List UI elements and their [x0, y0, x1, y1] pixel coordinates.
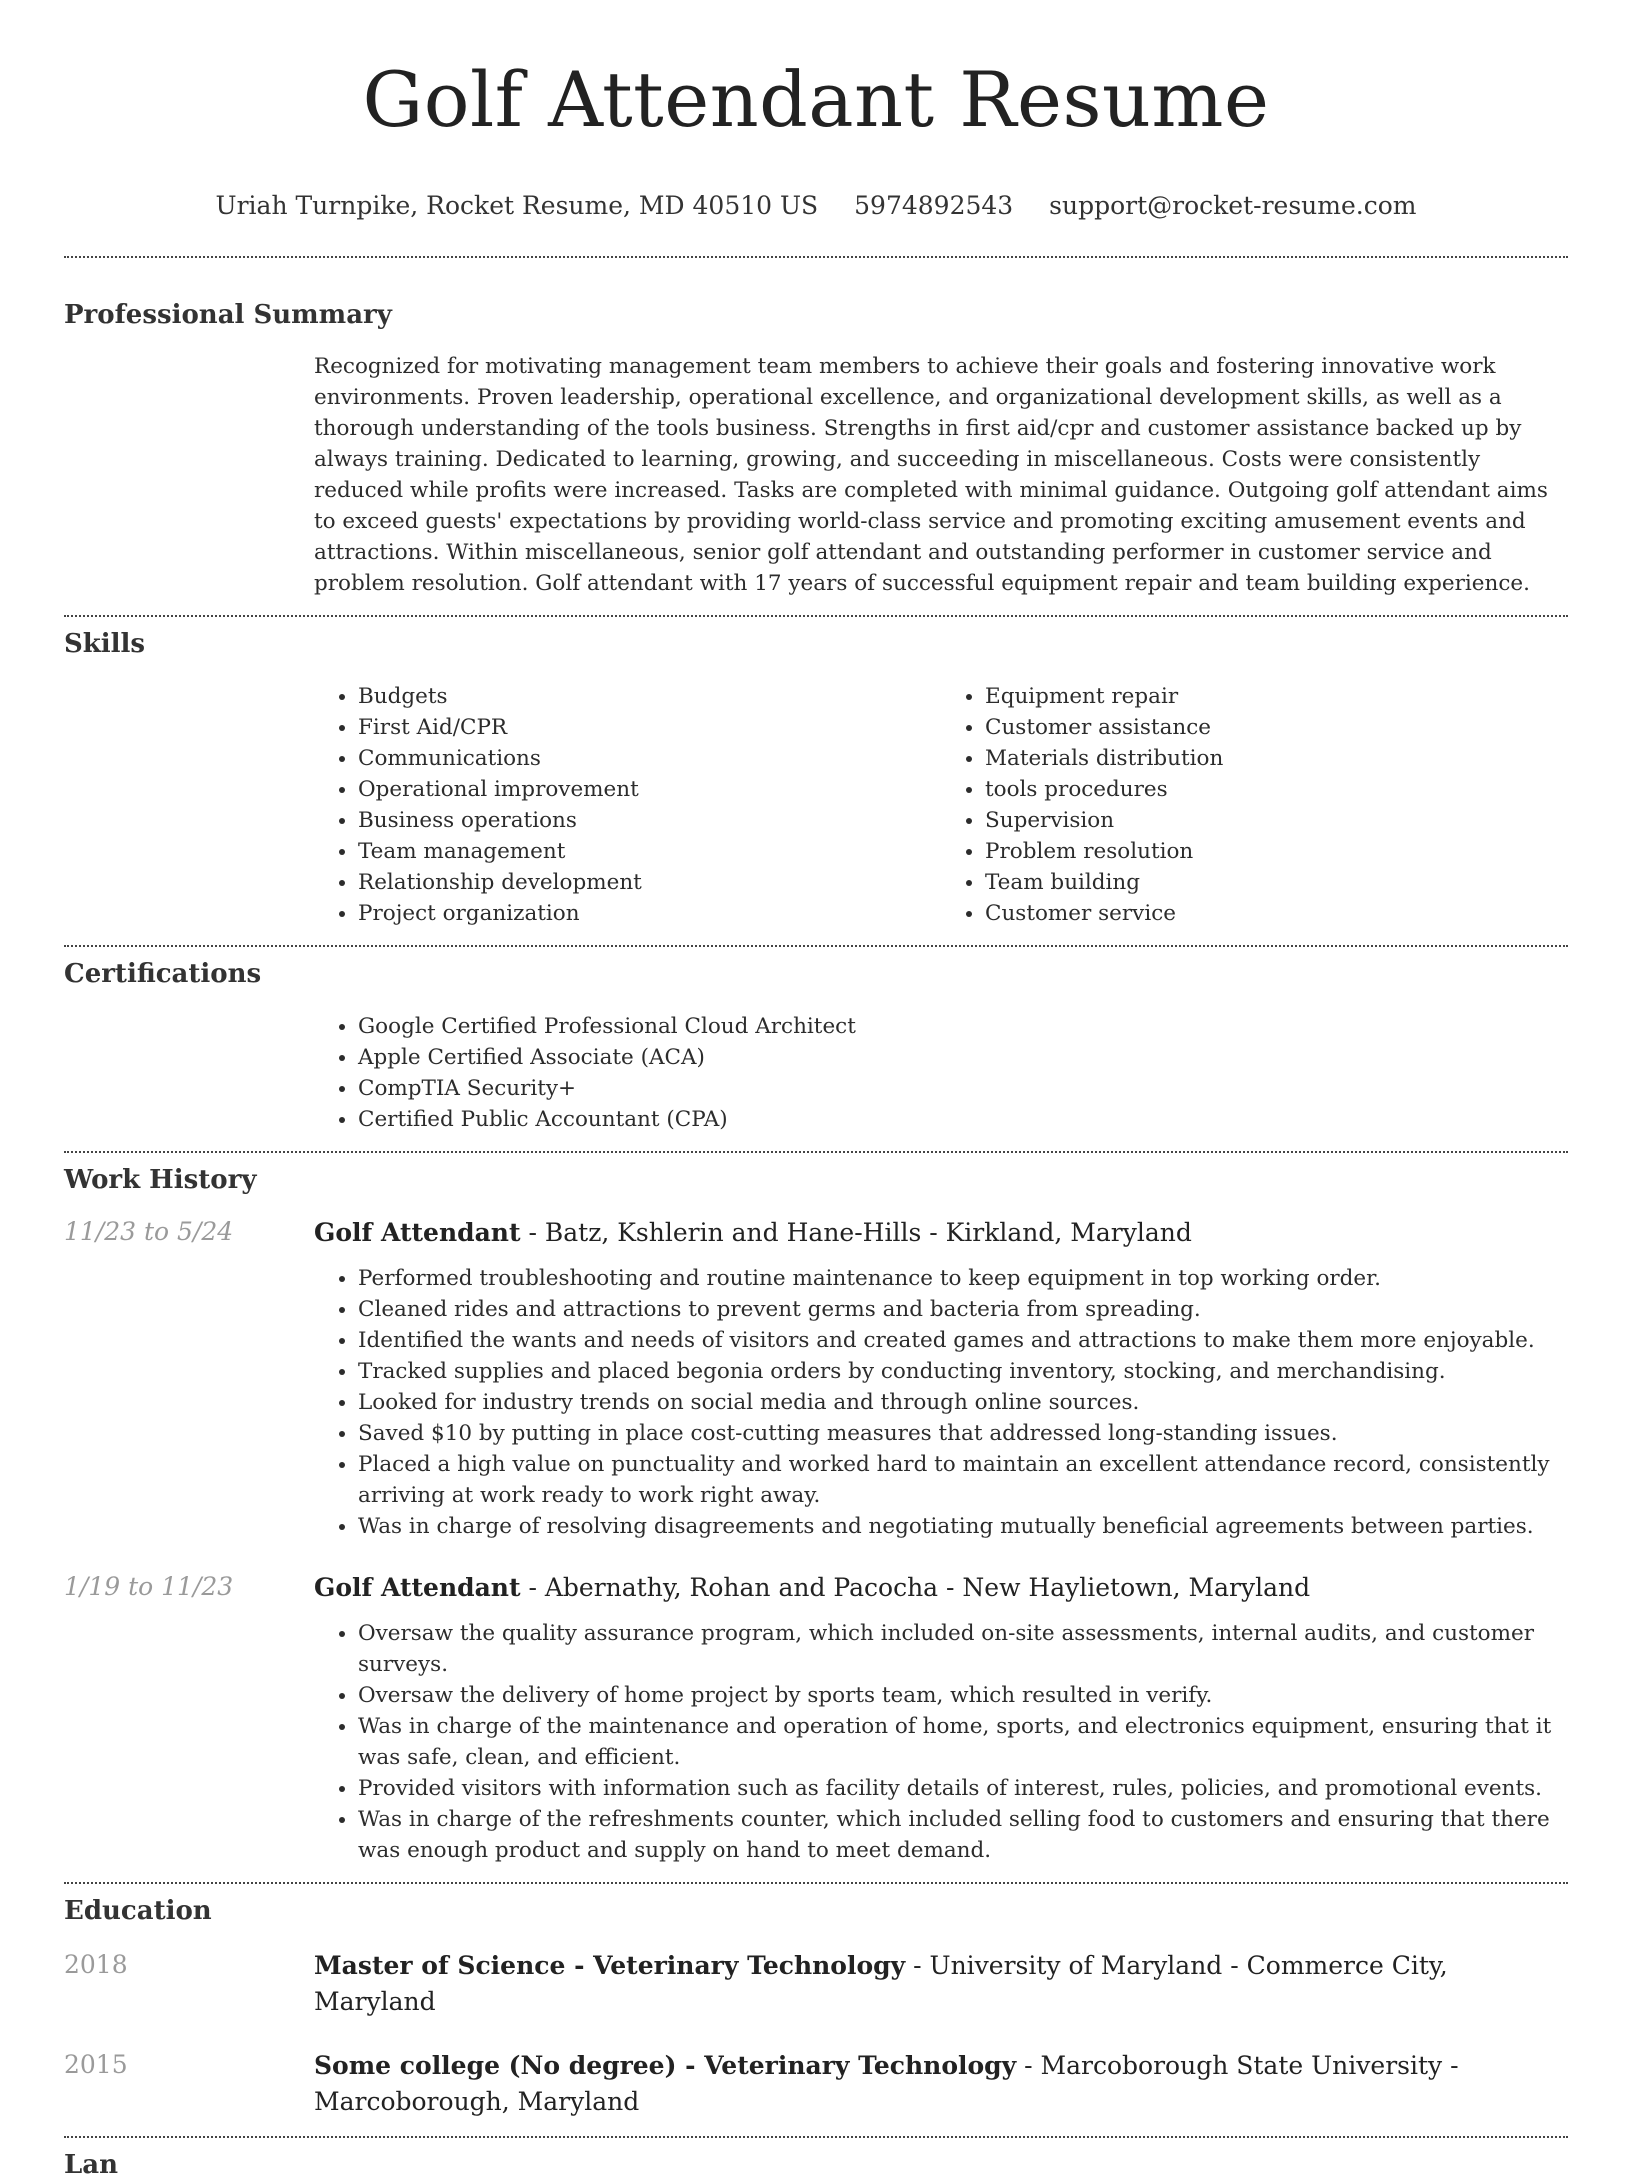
education-degree: Some college (No degree) - Veterinary Technology — [314, 2051, 1017, 2080]
job-title-line — [314, 1570, 1568, 1606]
section-divider — [64, 256, 1568, 258]
certification-item: • CompTIA Security+ — [358, 1073, 1568, 1104]
job-bullet: • Was in charge of the maintenance and operation of home, sports, and electronics equipment, ensuring that it was safe, clean, and efficient. — [358, 1711, 1568, 1773]
summary-heading: Professional Summary — [64, 300, 392, 330]
skill-item: • Supervision — [985, 805, 1568, 836]
skill-item: • Operational improvement — [358, 774, 941, 805]
job-bullet: • Saved $10 by putting in place cost-cutting measures that addressed long-standing issues. — [358, 1418, 1568, 1449]
skill-item: • Customer assistance — [985, 712, 1568, 743]
certifications-section — [314, 1011, 1568, 1135]
contact-phone: 5974892543 — [854, 191, 1014, 220]
summary-section — [314, 351, 1568, 599]
skills-heading: Skills — [64, 629, 146, 659]
skill-item: • Team building — [985, 867, 1568, 898]
job-employer: - Abernathy, Rohan and Pacocha - New Haylietown, Maryland — [520, 1573, 1311, 1602]
section-divider — [64, 1151, 1568, 1153]
section-divider — [64, 1882, 1568, 1884]
contact-line — [64, 190, 1568, 222]
section-divider — [64, 2136, 1568, 2138]
education-school: - University of Maryland - Commerce City, Maryland — [314, 1951, 1448, 2016]
job-bullet: • Provided visitors with information such as facility details of interest, rules, policies, and promotional events. — [358, 1773, 1568, 1804]
job-entry — [64, 1570, 1568, 1866]
job-role: Golf Attendant — [314, 1218, 521, 1247]
education-degree: Master of Science - Veterinary Technology — [314, 1951, 906, 1980]
education-details — [314, 2048, 1568, 2120]
skills-section — [314, 681, 1568, 929]
skill-item: • Communications — [358, 743, 941, 774]
skill-item: • Budgets — [358, 681, 941, 712]
job-entry — [64, 1215, 1568, 1542]
job-bullet: • Identified the wants and needs of visitors and created games and attractions to make them more enjoyable. — [358, 1325, 1568, 1356]
job-bullet: • Looked for industry trends on social media and through online sources. — [358, 1387, 1568, 1418]
skills-list-left — [314, 681, 941, 929]
section-divider — [64, 945, 1568, 947]
job-employer: - Batz, Kshlerin and Hane-Hills - Kirkland, Maryland — [520, 1218, 1192, 1247]
job-role: Golf Attendant — [314, 1573, 521, 1602]
job-dates: 11/23 to 5/24 — [64, 1217, 234, 1246]
contact-address: Uriah Turnpike, Rocket Resume, MD 40510 US — [215, 191, 819, 220]
job-bullet: • Tracked supplies and placed begonia orders by conducting inventory, stocking, and merchandising. — [358, 1356, 1568, 1387]
contact-email: support@rocket-resume.com — [1049, 191, 1417, 220]
job-bullet: • Cleaned rides and attractions to prevent germs and bacteria from spreading. — [358, 1294, 1568, 1325]
skill-item: • First Aid/CPR — [358, 712, 941, 743]
skill-item: • Materials distribution — [985, 743, 1568, 774]
job-bullet: • Placed a high value on punctuality and worked hard to maintain an excellent attendance record, consistently arriving at work ready to work right away. — [358, 1449, 1568, 1511]
certification-item: • Certified Public Accountant (CPA) — [358, 1104, 1568, 1135]
skill-item: • Team management — [358, 836, 941, 867]
certifications-heading: Certifications — [64, 959, 262, 989]
job-details — [314, 1215, 1568, 1542]
job-bullet: • Was in charge of resolving disagreements and negotiating mutually beneficial agreements between parties. — [358, 1511, 1568, 1542]
education-entry — [64, 2048, 1568, 2120]
languages-heading-partial: Lan — [64, 2150, 119, 2180]
education-year: 2018 — [64, 1950, 128, 1979]
summary-text: Recognized for motivating management team members to achieve their goals and fostering innovative work environments. Proven leadership, operational excellence, and organizational development skills, as well as a thorough understanding of the tools business. Strengths in first aid/cpr and customer assistance backed up by always training. Dedicated to learning, growing, and succeeding in miscellaneous. Costs were consistently reduced while profits were increased. Tasks are completed with minimal guidance. Outgoing golf attendant aims to exceed guests' expectations by providing world-class service and promoting exciting amusement events and attractions. Within miscellaneous, senior golf attendant and outstanding performer in customer service and problem resolution. Golf attendant with 17 years of successful equipment repair and team building experience. — [314, 354, 1548, 596]
job-title-line — [314, 1215, 1568, 1251]
education-heading: Education — [64, 1896, 212, 1926]
job-bullet: • Oversaw the delivery of home project by sports team, which resulted in verify. — [358, 1680, 1568, 1711]
job-bullet: • Oversaw the quality assurance program, which included on-site assessments, internal audits, and customer surveys. — [358, 1618, 1568, 1680]
job-bullets — [314, 1618, 1568, 1866]
work-history-heading: Work History — [64, 1165, 257, 1195]
skills-list-right — [941, 681, 1568, 929]
job-bullet: • Was in charge of the refreshments counter, which included selling food to customers and ensuring that there was enough product and supply on hand to meet demand. — [358, 1804, 1568, 1866]
job-dates: 1/19 to 11/23 — [64, 1572, 234, 1601]
education-details — [314, 1948, 1568, 2020]
skill-item: • Business operations — [358, 805, 941, 836]
certifications-list — [314, 1011, 1568, 1135]
section-divider — [64, 615, 1568, 617]
skill-item: • tools procedures — [985, 774, 1568, 805]
skill-item: • Customer service — [985, 898, 1568, 929]
certification-item: • Apple Certified Associate (ACA) — [358, 1042, 1568, 1073]
certification-item: • Google Certified Professional Cloud Architect — [358, 1011, 1568, 1042]
job-bullets — [314, 1263, 1568, 1542]
skill-item: • Equipment repair — [985, 681, 1568, 712]
skill-item: • Project organization — [358, 898, 941, 929]
job-details — [314, 1570, 1568, 1866]
education-entry — [64, 1948, 1568, 2020]
skill-item: • Problem resolution — [985, 836, 1568, 867]
job-bullet: • Performed troubleshooting and routine maintenance to keep equipment in top working order. — [358, 1263, 1568, 1294]
skill-item: • Relationship development — [358, 867, 941, 898]
resume-title: Golf Attendant Resume — [362, 55, 1270, 144]
education-year: 2015 — [64, 2050, 128, 2079]
resume-page — [64, 0, 1568, 2182]
education-school: - Marcoborough State University - Marcoborough, Maryland — [314, 2051, 1459, 2116]
